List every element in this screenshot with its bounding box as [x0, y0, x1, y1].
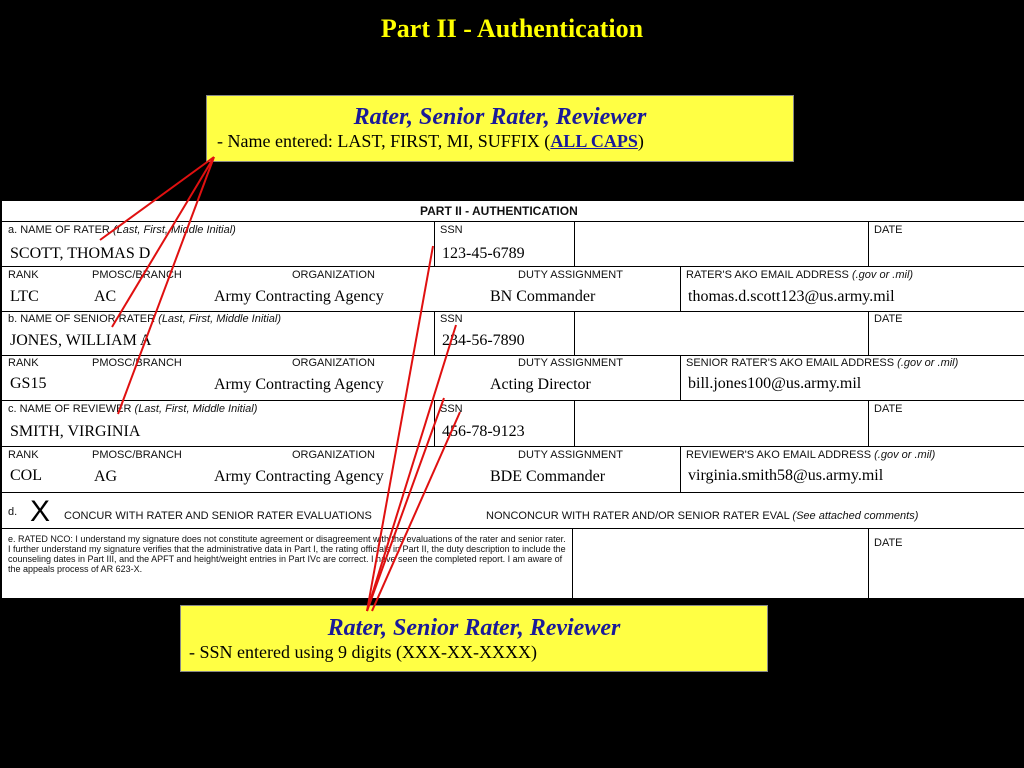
rater-name-value: SCOTT, THOMAS D	[10, 245, 151, 262]
rater-org-label: ORGANIZATION	[292, 269, 375, 281]
reviewer-duty-label: DUTY ASSIGNMENT	[518, 449, 623, 461]
rater-rank-value: LTC	[10, 288, 39, 305]
reviewer-email-value: virginia.smith58@us.army.mil	[688, 467, 884, 484]
callout-title: Rater, Senior Rater, Reviewer	[327, 615, 621, 641]
senior-rater-date-label: DATE	[874, 313, 903, 325]
rater-ssn-label: SSN	[440, 224, 463, 236]
rater-org-value: Army Contracting Agency	[214, 288, 384, 305]
senior-rater-duty-label: DUTY ASSIGNMENT	[518, 357, 623, 369]
concur-letter: d.	[8, 506, 18, 518]
senior-rater-name-value: JONES, WILLIAM A	[10, 332, 152, 349]
senior-rater-org-label: ORGANIZATION	[292, 357, 375, 369]
reviewer-pmosc-value: AG	[94, 468, 118, 485]
senior-rater-duty-value: Acting Director	[490, 376, 591, 393]
pointer-line	[100, 157, 214, 240]
all-caps-emphasis: ALL CAPS	[550, 131, 638, 151]
rater-duty-label: DUTY ASSIGNMENT	[518, 269, 623, 281]
rated-nco-statement: e. RATED NCO: I understand my signature does not constitute agreement or disagreement with the evaluations of the rater and senior rater. I further understand my signature verifies that the administrative data in Part I, the rating officials in Part II, the duty description to include the counseling dates in Part III, and the APFT and height/weight entries in Part IVc are correct. I have seen the completed report. I am aware of the appeals process of AR 623-X.	[8, 534, 566, 574]
pointer-line	[367, 398, 444, 611]
reviewer-org-value: Army Contracting Agency	[214, 468, 384, 485]
senior-rater-name-label: b. NAME OF SENIOR RATER (Last, First, Middle Initial)	[8, 313, 282, 325]
reviewer-org-label: ORGANIZATION	[292, 449, 375, 461]
rater-date-label: DATE	[874, 224, 903, 236]
slide-title: Part II - Authentication	[380, 14, 644, 43]
senior-rater-email-label: SENIOR RATER'S AKO EMAIL ADDRESS (.gov or .mil)	[686, 357, 959, 369]
reviewer-rank-label: RANK	[8, 449, 39, 461]
callout-title: Rater, Senior Rater, Reviewer	[353, 104, 647, 130]
form-header: PART II - AUTHENTICATION	[420, 204, 578, 218]
rater-ssn-value: 123-45-6789	[442, 245, 525, 262]
senior-rater-rank-label: RANK	[8, 357, 39, 369]
reviewer-ssn-value: 456-78-9123	[442, 423, 525, 440]
senior-rater-rank-value: GS15	[10, 375, 47, 392]
rated-nco-date-label: DATE	[874, 537, 903, 549]
senior-rater-org-value: Army Contracting Agency	[214, 376, 384, 393]
callout-text: - Name entered: LAST, FIRST, MI, SUFFIX (ALL CAPS)	[217, 131, 644, 151]
senior-rater-pmosc-label: PMOSC/BRANCH	[92, 357, 182, 369]
rater-email-value: thomas.d.scott123@us.army.mil	[688, 288, 895, 305]
rater-pmosc-label: PMOSC/BRANCH	[92, 269, 182, 281]
reviewer-rank-value: COL	[10, 467, 42, 484]
concur-checkbox-mark[interactable]: X	[30, 495, 51, 528]
concur-label: CONCUR WITH RATER AND SENIOR RATER EVALUATIONS	[64, 510, 372, 522]
reviewer-ssn-label: SSN	[440, 403, 463, 415]
rater-email-label: RATER'S AKO EMAIL ADDRESS (.gov or .mil)	[686, 269, 914, 281]
rater-rank-label: RANK	[8, 269, 39, 281]
reviewer-date-label: DATE	[874, 403, 903, 415]
callout-text: - SSN entered using 9 digits (XXX-XX-XXXX)	[189, 642, 537, 662]
nonconcur-label: NONCONCUR WITH RATER AND/OR SENIOR RATER EVAL (See attached comments)	[486, 510, 919, 522]
reviewer-name-value: SMITH, VIRGINIA	[10, 423, 141, 440]
pointer-line	[118, 157, 214, 414]
reviewer-email-label: REVIEWER'S AKO EMAIL ADDRESS (.gov or .mil)	[686, 449, 936, 461]
reviewer-duty-value: BDE Commander	[490, 468, 606, 485]
rater-name-label: a. NAME OF RATER (Last, First, Middle Initial)	[8, 224, 236, 236]
senior-rater-email-value: bill.jones100@us.army.mil	[688, 375, 862, 392]
reviewer-name-label: c. NAME OF REVIEWER (Last, First, Middle Initial)	[8, 403, 258, 415]
senior-rater-ssn-value: 234-56-7890	[442, 332, 525, 349]
rater-duty-value: BN Commander	[490, 288, 596, 305]
reviewer-pmosc-label: PMOSC/BRANCH	[92, 449, 182, 461]
senior-rater-ssn-label: SSN	[440, 313, 463, 325]
pointer-line	[112, 157, 214, 327]
rater-pmosc-value: AC	[94, 288, 117, 305]
